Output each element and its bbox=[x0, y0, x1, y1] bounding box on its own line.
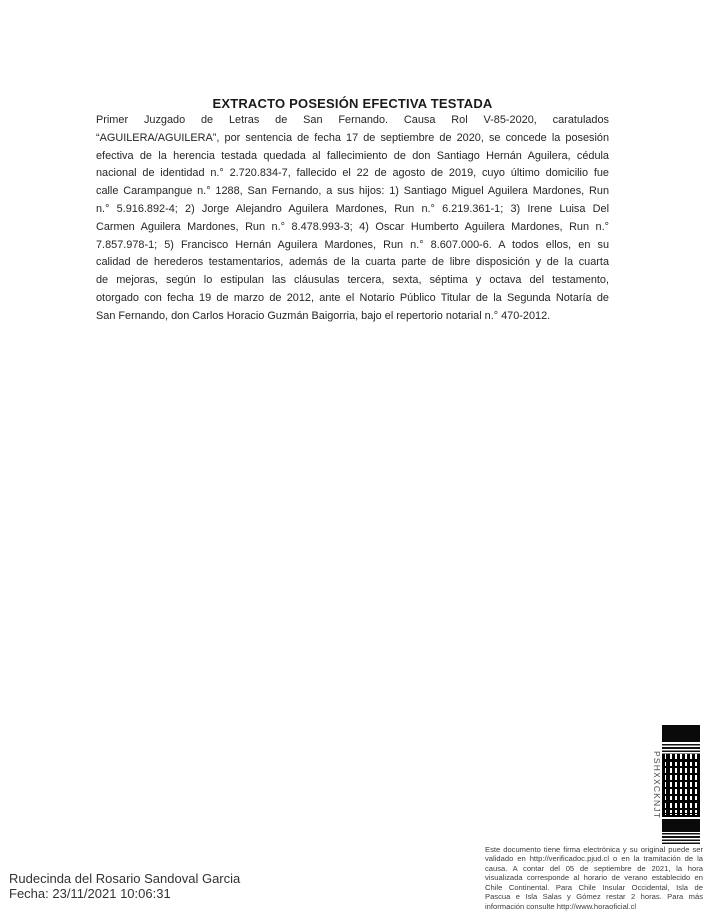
text-line: Pascua e Isla Salas y Gómez restar 2 horas. Para más bbox=[485, 892, 703, 902]
text-line: n.° 5.916.892-4; 2) Jorge Alejandro Aguilera Mardones, Run n.° 6.219.361-1; 3) Irene Luisa Del bbox=[96, 202, 609, 215]
text-line: Este documento tiene firma electrónica y su original puede ser bbox=[485, 845, 703, 854]
verification-barcode-group bbox=[648, 725, 700, 844]
document-title: EXTRACTO POSESIÓN EFECTIVA TESTADA bbox=[212, 96, 493, 111]
text-line: causa. A contar del 05 de septiembre de 2021, la hora bbox=[485, 863, 703, 873]
text-line: calle Carampangue n.° 1288, San Fernando, a sus hijos: 1) Santiago Miguel Aguilera Mardones, Run bbox=[96, 185, 609, 198]
barcode-stripes bbox=[662, 744, 700, 754]
signature-block bbox=[9, 871, 240, 901]
text-line: Primer Juzgado de Letras de San Fernando. Causa Rol V-85-2020, caratulados bbox=[96, 114, 609, 126]
extract-paragraph bbox=[96, 112, 609, 326]
electronic-signature-notice bbox=[485, 845, 703, 911]
signer-name: Rudecinda del Rosario Sandoval Garcia bbox=[9, 871, 241, 886]
text-line: 7.857.978-1; 5) Francisco Hernán Aguilera Mardones, Run n.° 8.607.000-6. A todos ellos, en su bbox=[96, 238, 609, 251]
text-line: Chile Continental. Para Chile Insular Occidental, Isla de bbox=[485, 882, 703, 892]
text-line: de mejoras, según lo estipulan las cláusulas tercera, sexta, séptima y octava del testamento, bbox=[96, 274, 609, 287]
barcode-solid-bar bbox=[662, 725, 700, 742]
text-line: visualizada corresponde al horario de verano establecido en bbox=[485, 873, 703, 883]
text-line: otorgado con fecha 19 de marzo de 2012, ante el Notario Público Titular de la Segunda Notaría de bbox=[96, 291, 609, 304]
text-line: Carmen Aguilera Mardones, Run n.° 8.478.993-3; 4) Oscar Humberto Aguilera Mardones, Run n.° bbox=[96, 220, 609, 233]
text-line: información consulte http://www.horaoficial.cl bbox=[485, 901, 637, 911]
text-line: San Fernando, don Carlos Horacio Guzmán Baigorria, bajo el repertorio notarial n.° 470-2012. bbox=[96, 309, 551, 322]
text-line: validado en http://verificadoc.pjud.cl o en la tramitación de la bbox=[485, 854, 703, 864]
signature-date: Fecha: 23/11/2021 10:06:31 bbox=[9, 886, 171, 902]
text-line: nacional de identidad n.° 2.720.834-7, fallecido el 22 de agosto de 2019, cuyo último domicilio fue bbox=[96, 167, 609, 180]
pdf417-barcode-icon bbox=[662, 725, 700, 844]
text-line: calidad de herederos testamentarios, además de la cuarta parte de libre disposición y de la cuarta bbox=[96, 256, 609, 269]
text-line: “AGUILERA/AGUILERA”, por sentencia de fecha 17 de septiembre de 2020, se concede la posesión bbox=[96, 131, 609, 144]
verification-code: PSHXXCKNJT bbox=[652, 751, 662, 820]
text-line: efectiva de la herencia testada quedada al fallecimiento de don Santiago Hernán Aguilera, cédula bbox=[96, 149, 609, 162]
barcode-stripes bbox=[662, 833, 700, 844]
barcode-data-region bbox=[662, 754, 700, 817]
barcode-solid-bar bbox=[662, 819, 700, 832]
